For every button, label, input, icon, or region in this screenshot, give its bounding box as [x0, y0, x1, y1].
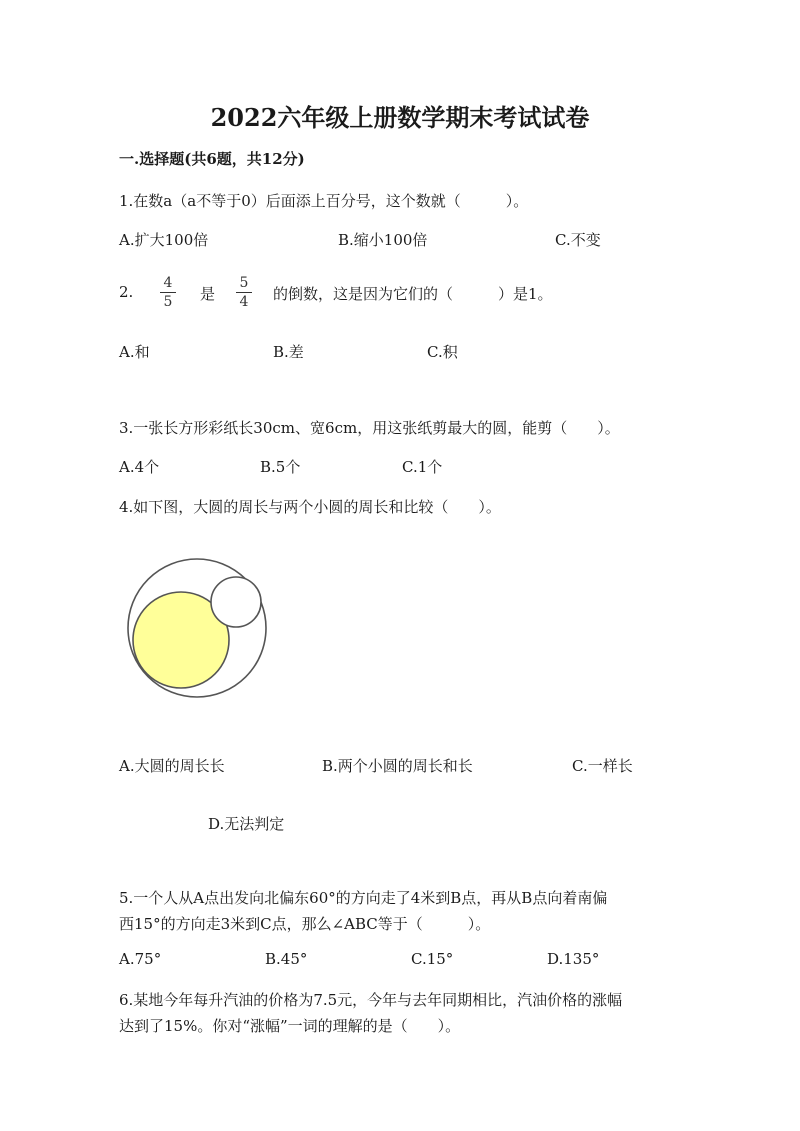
section-heading: 一.选择题(共6题，共12分) — [119, 150, 305, 168]
question-3-stem: 3.一张长方形彩纸长30cm、宽6cm，用这张纸剪最大的圆，能剪（ ）。 — [119, 419, 620, 437]
question-2-number: 2. — [119, 283, 134, 301]
question-5-option-b: B.45° — [265, 950, 308, 968]
question-2-option-a: A.和 — [119, 343, 150, 361]
question-4-option-b: B.两个小圆的周长和长 — [322, 757, 473, 775]
question-2-tail: 的倒数，这是因为它们的（ ）是1。 — [273, 285, 553, 303]
question-2-option-b: B.差 — [273, 343, 304, 361]
question-5-option-a: A.75° — [119, 950, 162, 968]
question-5-option-c: C.15° — [411, 950, 454, 968]
question-4-option-a: A.大圆的周长长 — [119, 757, 225, 775]
fraction-five-fourths — [236, 275, 252, 310]
question-6-line-1: 6.某地今年每升汽油的价格为7.5元，今年与去年同期相比，汽油价格的涨幅 — [119, 991, 623, 1009]
question-3-option-a: A.4个 — [119, 458, 160, 476]
question-1-option-a: A.扩大100倍 — [119, 231, 209, 249]
question-1-option-b: B.缩小100倍 — [338, 231, 428, 249]
question-5-line-2: 西15°的方向走3米到C点，那么∠ABC等于（ ）。 — [119, 915, 491, 933]
fraction-bar — [160, 292, 176, 293]
question-4-option-d: D.无法判定 — [208, 815, 285, 833]
fraction-bar — [236, 292, 252, 293]
fraction-numerator: 4 — [163, 275, 173, 291]
question-1-stem: 1.在数a（a不等于0）后面添上百分号，这个数就（ ）。 — [119, 192, 529, 210]
question-6-line-2: 达到了15%。你对“涨幅”一词的理解的是（ ）。 — [119, 1017, 461, 1035]
white-small-circle — [211, 577, 261, 627]
fraction-numerator: 5 — [239, 275, 249, 291]
question-3-option-b: B.5个 — [260, 458, 301, 476]
page-title: 2022六年级上册数学期末考试试卷 — [210, 103, 590, 132]
fraction-four-fifths — [160, 275, 176, 310]
question-4-stem: 4.如下图，大圆的周长与两个小圆的周长和比较（ ）。 — [119, 498, 501, 516]
question-5-line-1: 5.一个人从A点出发向北偏东60°的方向走了4米到B点，再从B点向着南偏 — [119, 889, 608, 907]
question-2-connector: 是 — [200, 285, 216, 303]
fraction-denominator: 4 — [239, 294, 249, 310]
circles-figure — [120, 555, 280, 705]
question-1-option-c: C.不变 — [555, 231, 601, 249]
fraction-denominator: 5 — [163, 294, 173, 310]
question-5-option-d: D.135° — [547, 950, 600, 968]
question-2-option-c: C.积 — [427, 343, 458, 361]
question-4-option-c: C.一样长 — [572, 757, 633, 775]
question-3-option-c: C.1个 — [402, 458, 443, 476]
